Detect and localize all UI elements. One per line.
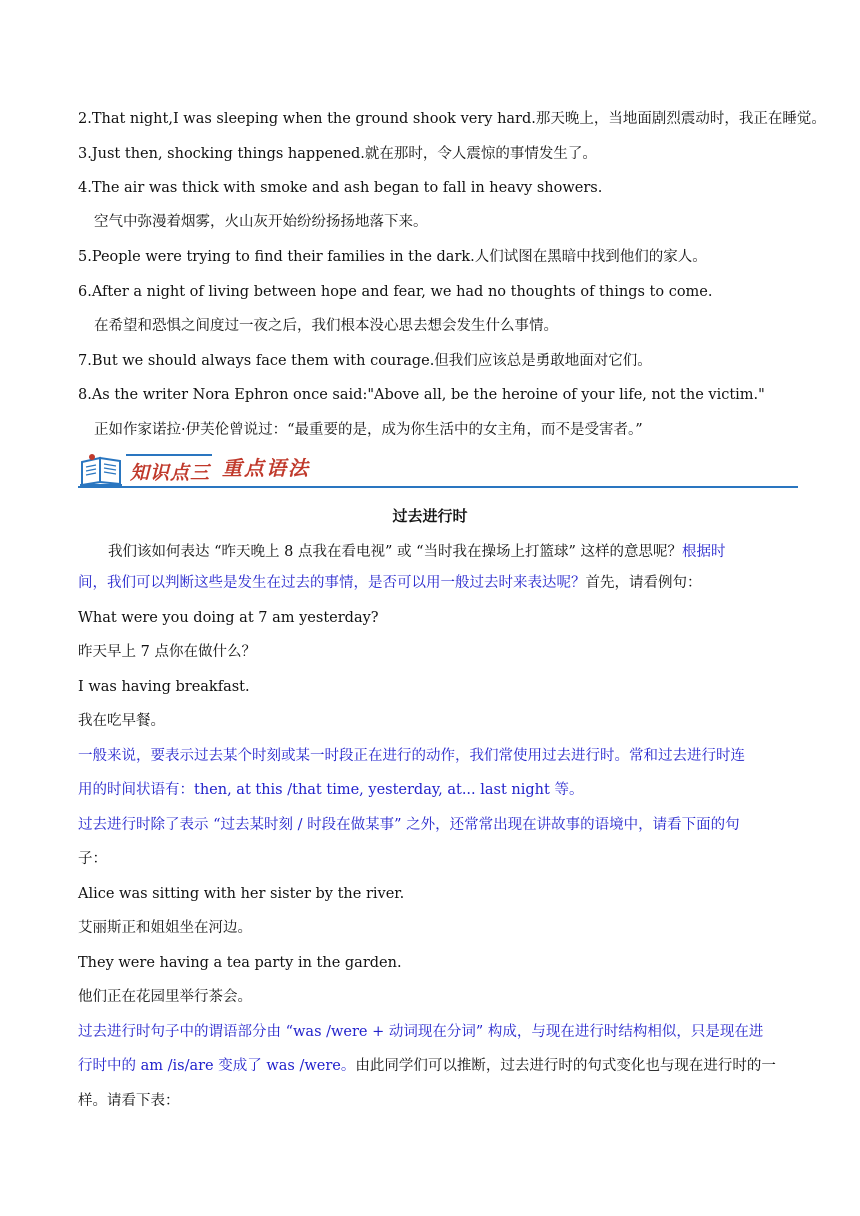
grammar-title: 过去进行时	[392, 507, 468, 525]
intro-line-2	[78, 572, 794, 594]
sentence-3: 3.Just then, shocking things happened.就在那时，令人震惊的事情发生了。	[78, 146, 597, 162]
explain-1-line-2: 用的时间状语有：then, at this /that time, yesterday, at... last night 等。	[78, 782, 584, 798]
example-tea-party: They were having a tea party in the garden.	[78, 955, 402, 971]
sentence-6-translation: 在希望和恐惧之间度过一夜之后，我们根本没心思去想会发生什么事情。	[94, 318, 558, 334]
explain-1-line-1: 一般来说，要表示过去某个时刻或某一时段正在进行的动作，我们常使用过去进行时。常和过去进行时连	[78, 748, 745, 764]
example-answer-translation: 我在吃早餐。	[78, 713, 165, 729]
explain-2-text: 过去进行时除了表示 “过去某时刻 / 时段在做某事” 之外，还常常出现在讲故事的语境中，请看下面的句	[78, 817, 740, 833]
header-divider	[78, 486, 798, 488]
sentence-8-translation: 正如作家诺拉·伊芙伦曾说过：“最重要的是，成为你生活中的女主角，而不是受害者。”	[94, 422, 643, 438]
sentence-6: 6.After a night of living between hope and fear, we had no thoughts of things to come.	[78, 284, 713, 300]
explain-3-line-1: 过去进行时句子中的谓语部分由 “was /were + 动词现在分词” 构成，与现在进行时结构相似，只是现在进	[78, 1024, 764, 1040]
example-alice-translation: 艾丽斯正和姐姐坐在河边。	[78, 920, 252, 936]
example-question: What were you doing at 7 am yesterday?	[78, 610, 379, 626]
book-icon	[78, 452, 124, 486]
sentence-7: 7.But we should always face them with courage.但我们应该总是勇敢地面对它们。	[78, 353, 652, 369]
example-question-translation: 昨天早上 7 点你在做什么？	[78, 644, 256, 660]
knowledge-point-label: 知识点三	[130, 458, 210, 485]
sentence-4: 4.The air was thick with smoke and ash began to fall in heavy showers.	[78, 180, 603, 196]
intro-text: 我们该如何表达 “昨天晚上 8 点我在看电视” 或 “当时我在操场上打篮球” 这样的意思呢？	[108, 544, 683, 560]
explain-3-line-2	[78, 1055, 794, 1077]
intro-line-1	[78, 541, 794, 563]
explain-2-line-2: 子：	[78, 851, 107, 867]
intro-highlight: 根据时	[682, 544, 726, 560]
explain-3-highlight: 行时中的 am /is/are 变成了 was /were。	[78, 1058, 356, 1074]
explain-3-line-3: 样。请看下表：	[78, 1093, 180, 1109]
sentence-4-translation: 空气中弥漫着烟雾，火山灰开始纷纷扬扬地落下来。	[94, 214, 428, 230]
intro-highlight-2: 间，我们可以判断这些是发生在过去的事情，是否可以用一般过去时来表达呢？	[78, 575, 586, 591]
explain-3-text: 由此同学们可以推断，过去进行时的句式变化也与现在进行时的一	[355, 1058, 776, 1074]
sentence-5: 5.People were trying to find their families in the dark.人们试图在黑暗中找到他们的家人。	[78, 249, 707, 265]
sentence-8: 8.As the writer Nora Ephron once said:"Above all, be the heroine of your life, not the victim."	[78, 387, 765, 403]
intro-text-2: 首先，请看例句：	[585, 575, 702, 591]
example-alice: Alice was sitting with her sister by the river.	[78, 886, 405, 902]
section-title-heading: 重点语法	[222, 456, 310, 480]
example-answer: I was having breakfast.	[78, 679, 250, 695]
example-tea-party-translation: 他们正在花园里举行茶会。	[78, 989, 252, 1005]
section-header	[78, 450, 798, 490]
sentence-2: 2.That night,I was sleeping when the ground shook very hard.那天晚上，当地面剧烈震动时，我正在睡觉。	[78, 111, 826, 127]
explain-2-line-1	[78, 814, 794, 836]
